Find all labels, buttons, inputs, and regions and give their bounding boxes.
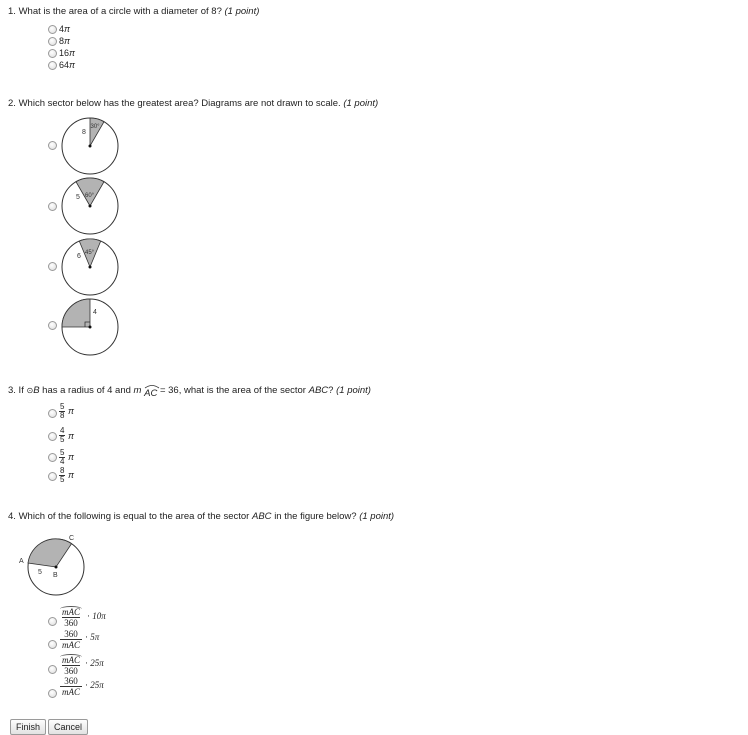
- q3-option-2-fraction: [59, 427, 65, 444]
- point-b-label: B: [53, 572, 58, 579]
- question-1-points: (1 point): [224, 6, 260, 17]
- numerator: 4: [60, 426, 65, 435]
- question-2-text: Which sector below has the greatest area? Diagrams are not drawn to scale.: [18, 98, 341, 109]
- q2-option-3-diagram: [60, 237, 120, 297]
- measure-m: m: [133, 385, 142, 396]
- q4-option-1-fraction: [60, 606, 82, 628]
- pi-symbol: π: [68, 470, 75, 480]
- q1-option-2-radio[interactable]: [48, 37, 57, 46]
- point-label: B: [33, 385, 40, 396]
- q3-option-1-fraction: [59, 403, 65, 420]
- denominator: mAC: [62, 640, 80, 650]
- q1-option-4-label: [59, 60, 75, 70]
- denominator: mAC: [62, 687, 80, 697]
- point-a-label: A: [19, 558, 24, 565]
- q4-option-2-fraction: [60, 629, 82, 650]
- pi-symbol: π: [64, 36, 71, 46]
- question-4-text-2: in the figure below?: [274, 511, 357, 522]
- q3-option-3-radio[interactable]: [48, 453, 57, 462]
- radius-label: 5: [38, 569, 42, 576]
- q2-option-4-diagram: [60, 297, 120, 357]
- term: 5π: [90, 632, 100, 642]
- denominator: 360: [64, 666, 78, 676]
- circle-symbol: ⊙: [26, 386, 34, 395]
- pi-symbol: π: [68, 431, 75, 441]
- arc-symbol: [144, 384, 160, 389]
- term: 25π: [90, 658, 104, 668]
- q1-option-2-coef: 8: [59, 36, 65, 46]
- q4-option-4-tail: [85, 680, 104, 690]
- multiply-dot: ·: [87, 611, 90, 621]
- pi-symbol: π: [68, 406, 75, 416]
- q1-option-1-coef: 4: [59, 24, 65, 34]
- pi-symbol: π: [68, 452, 75, 462]
- q4-sector-figure: [16, 530, 96, 600]
- q2-option-4-radio[interactable]: [48, 321, 57, 330]
- multiply-dot: ·: [85, 632, 88, 642]
- center-point: [89, 266, 92, 269]
- radius-label: 5: [76, 194, 80, 201]
- pi-symbol: π: [69, 48, 76, 58]
- q1-option-4-radio[interactable]: [48, 61, 57, 70]
- question-2: [8, 98, 378, 109]
- radius-label: 6: [77, 253, 81, 260]
- question-3-text-1: has a radius of 4 and: [42, 385, 131, 396]
- pi-symbol: π: [69, 60, 76, 70]
- question-2-number: 2.: [8, 98, 16, 109]
- sector-label: ABC: [252, 511, 272, 522]
- question-2-points: (1 point): [343, 98, 379, 109]
- q3-option-1-radio[interactable]: [48, 409, 57, 418]
- q4-option-2-tail: [85, 632, 99, 642]
- q4-option-1-radio[interactable]: [48, 617, 57, 626]
- denominator: 5: [60, 435, 65, 444]
- q1-option-1-radio[interactable]: [48, 25, 57, 34]
- numerator: mAC: [62, 655, 80, 665]
- radius-label: 4: [93, 309, 97, 316]
- sector-label: ABC: [308, 385, 329, 396]
- multiply-dot: ·: [85, 658, 88, 668]
- pi-symbol: π: [64, 24, 71, 34]
- q2-option-2-radio[interactable]: [48, 202, 57, 211]
- radius-label: 8: [82, 129, 86, 136]
- denominator: 360: [64, 618, 78, 628]
- term: 25π: [90, 680, 104, 690]
- q4-option-4-radio[interactable]: [48, 689, 57, 698]
- q2-option-2-diagram: [60, 176, 120, 236]
- angle-label: 45°: [85, 250, 95, 256]
- question-1-text: What is the area of a circle with a diameter of 8?: [18, 6, 222, 17]
- question-4-points: (1 point): [359, 511, 395, 522]
- numerator: mAC: [62, 607, 80, 617]
- q1-option-3-label: [59, 48, 75, 58]
- arc-notation: [144, 387, 157, 399]
- question-3: [8, 384, 371, 399]
- question-4-text: Which of the following is equal to the area of the sector: [18, 511, 250, 522]
- q1-option-4-coef: 64: [59, 60, 70, 70]
- term: 10π: [92, 611, 106, 621]
- q4-option-3-fraction: [60, 654, 82, 676]
- finish-button[interactable]: Finish: [10, 719, 46, 735]
- q3-option-3-fraction: [59, 449, 65, 466]
- question-3-prefix: 3. If: [8, 385, 24, 396]
- q4-option-4-fraction: [60, 676, 82, 697]
- center-point: [89, 145, 92, 148]
- center-point: [89, 326, 92, 329]
- q4-option-3-tail: [85, 658, 104, 668]
- angle-label: 60°: [85, 193, 95, 199]
- q1-option-1-label: [59, 24, 70, 34]
- q2-option-1-radio[interactable]: [48, 141, 57, 150]
- q2-option-1-diagram: [60, 116, 120, 176]
- angle-label: 30°: [90, 124, 100, 130]
- q3-option-4-radio[interactable]: [48, 472, 57, 481]
- question-3-points: (1 point): [336, 385, 371, 396]
- q4-option-2-radio[interactable]: [48, 640, 57, 649]
- q4-option-1-tail: [87, 611, 106, 621]
- q1-option-2-label: [59, 36, 70, 46]
- numerator: 360: [64, 676, 78, 686]
- q1-option-3-coef: 16: [59, 48, 70, 58]
- numerator: 360: [64, 629, 78, 639]
- q2-option-3-radio[interactable]: [48, 262, 57, 271]
- point-c-label: C: [69, 535, 75, 542]
- center-point: [89, 205, 92, 208]
- question-4-number: 4.: [8, 511, 16, 522]
- question-4: [8, 511, 394, 522]
- center-point: [55, 566, 58, 569]
- numerator: 5: [60, 402, 65, 411]
- q3-option-4-fraction: [59, 467, 65, 484]
- q3-option-2-radio[interactable]: [48, 432, 57, 441]
- question-mark: ?: [328, 385, 334, 396]
- cancel-button[interactable]: Cancel: [48, 719, 88, 735]
- numerator: 5: [60, 448, 65, 457]
- denominator: 8: [60, 411, 65, 420]
- multiply-dot: ·: [85, 680, 88, 690]
- question-1: [8, 6, 259, 17]
- numerator: 8: [60, 466, 65, 475]
- q4-option-3-radio[interactable]: [48, 665, 57, 674]
- shaded-sector: [62, 299, 90, 327]
- denominator: 4: [60, 457, 65, 466]
- arc-label: AC: [144, 388, 158, 399]
- question-1-number: 1.: [8, 6, 16, 17]
- question-3-text-2: = 36, what is the area of the sector: [159, 385, 306, 396]
- q1-option-3-radio[interactable]: [48, 49, 57, 58]
- denominator: 5: [60, 475, 65, 484]
